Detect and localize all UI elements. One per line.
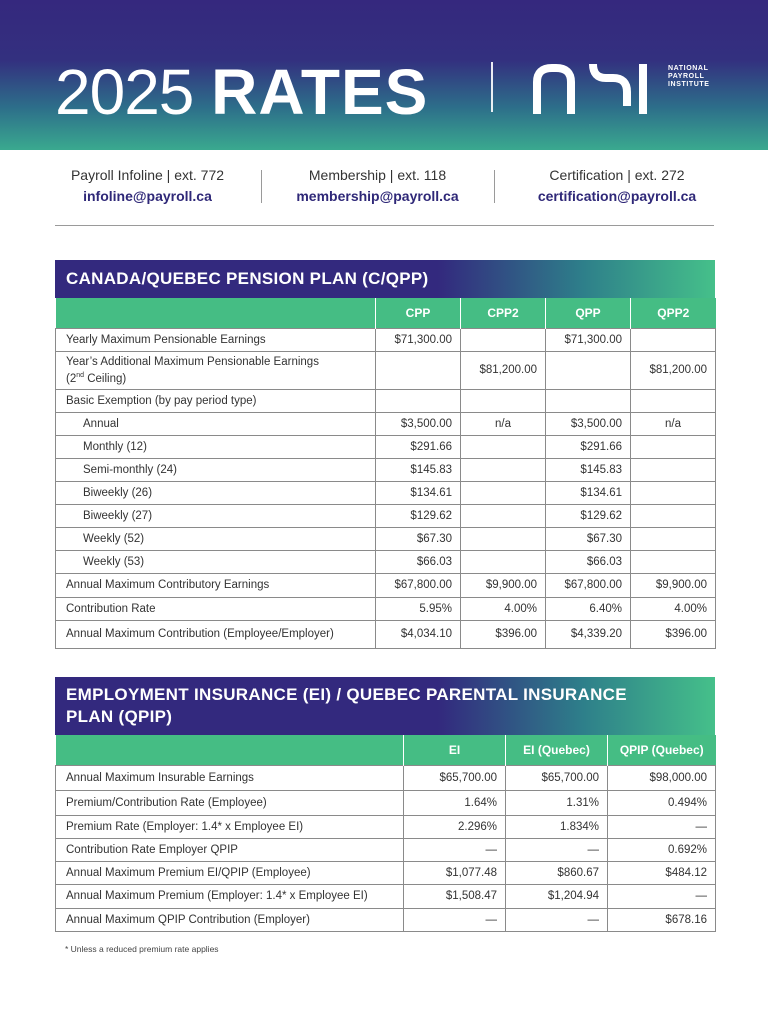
logo-text-line: NATIONAL xyxy=(668,65,709,72)
contact-divider xyxy=(261,170,262,203)
table-row xyxy=(56,765,716,790)
cell-value xyxy=(461,527,546,550)
contact-label: Membership | ext. 118 xyxy=(308,167,447,183)
cell-value: 5.95% xyxy=(376,597,461,620)
row-label: Biweekly (27) xyxy=(56,504,376,527)
row-label: Annual Maximum Insurable Earnings xyxy=(56,765,404,790)
contact-email-link[interactable]: membership@payroll.ca xyxy=(296,188,459,204)
column-header: QPIP (Quebec) xyxy=(608,735,716,765)
row-label-text: Ceiling) xyxy=(84,372,127,385)
contact-bar xyxy=(55,165,715,210)
cell-value xyxy=(631,435,716,458)
column-header: EI xyxy=(404,735,506,765)
cell-value xyxy=(631,458,716,481)
column-header: EI (Quebec) xyxy=(506,735,608,765)
row-label: Weekly (52) xyxy=(56,527,376,550)
cell-value: $3,500.00 xyxy=(376,412,461,435)
row-label-text: Year’s Additional Maximum Pensionable Earnings xyxy=(66,355,319,368)
table-row xyxy=(56,435,716,458)
cell-value: $9,900.00 xyxy=(631,573,716,597)
cell-value: 0.692% xyxy=(608,838,716,861)
cell-value: $291.66 xyxy=(376,435,461,458)
logo-text-line: PAYROLL xyxy=(668,73,705,80)
column-header: CPP2 xyxy=(461,298,546,328)
row-label: Annual Maximum Contributory Earnings xyxy=(56,573,376,597)
cell-value xyxy=(631,481,716,504)
cell-value: $145.83 xyxy=(376,458,461,481)
table-row xyxy=(56,504,716,527)
cell-value: — xyxy=(404,838,506,861)
ei-title-line: EMPLOYMENT INSURANCE (EI) / QUEBEC PARENTAL INSURANCE xyxy=(66,685,627,704)
cell-value: 1.834% xyxy=(506,815,608,838)
cell-value xyxy=(631,328,716,351)
cell-value: $678.16 xyxy=(608,908,716,931)
row-label: Annual Maximum Premium (Employer: 1.4* x Employee EI) xyxy=(56,884,404,908)
cell-value xyxy=(376,389,461,412)
ei-header-blank xyxy=(56,735,404,765)
table-row xyxy=(56,861,716,884)
column-header: CPP xyxy=(376,298,461,328)
ei-section xyxy=(55,677,715,932)
contact-certification xyxy=(517,165,717,207)
cell-value: $860.67 xyxy=(506,861,608,884)
horizontal-rule xyxy=(55,225,714,226)
cell-value: $67,800.00 xyxy=(376,573,461,597)
cpp-table xyxy=(55,298,716,649)
cell-value xyxy=(631,504,716,527)
table-row xyxy=(56,351,716,389)
cell-value: $145.83 xyxy=(546,458,631,481)
column-header: QPP xyxy=(546,298,631,328)
contact-membership xyxy=(280,165,475,207)
cpp-section xyxy=(55,260,715,649)
cell-value xyxy=(546,389,631,412)
cell-value: $4,034.10 xyxy=(376,620,461,648)
cell-value: $81,200.00 xyxy=(461,351,546,389)
cell-value: $291.66 xyxy=(546,435,631,458)
row-label: Yearly Maximum Pensionable Earnings xyxy=(56,328,376,351)
table-row xyxy=(56,573,716,597)
row-label: Premium Rate (Employer: 1.4* x Employee EI) xyxy=(56,815,404,838)
row-label: Contribution Rate xyxy=(56,597,376,620)
cell-value: $1,204.94 xyxy=(506,884,608,908)
row-label: Annual xyxy=(56,412,376,435)
cell-value xyxy=(461,550,546,573)
row-label: Biweekly (26) xyxy=(56,481,376,504)
cell-value: $1,508.47 xyxy=(404,884,506,908)
row-label: Basic Exemption (by pay period type) xyxy=(56,389,376,412)
cell-value: $67,800.00 xyxy=(546,573,631,597)
cell-value: n/a xyxy=(461,412,546,435)
row-label: Annual Maximum Premium EI/QPIP (Employee) xyxy=(56,861,404,884)
contact-divider xyxy=(494,170,495,203)
cell-value: $81,200.00 xyxy=(631,351,716,389)
cpp-header-blank xyxy=(56,298,376,328)
header-banner xyxy=(0,0,768,150)
cell-value: $66.03 xyxy=(376,550,461,573)
cell-value: 1.64% xyxy=(404,790,506,815)
cell-value: 0.494% xyxy=(608,790,716,815)
cell-value: $67.30 xyxy=(546,527,631,550)
cell-value: $65,700.00 xyxy=(506,765,608,790)
ei-title-line: PLAN (QPIP) xyxy=(66,707,173,726)
cell-value: — xyxy=(404,908,506,931)
title-word: RATES xyxy=(211,56,429,128)
cell-value xyxy=(461,481,546,504)
cell-value: $71,300.00 xyxy=(376,328,461,351)
cell-value: $98,000.00 xyxy=(608,765,716,790)
contact-label: Payroll Infoline | ext. 772 xyxy=(70,167,225,183)
cell-value xyxy=(631,389,716,412)
row-label-text: (2 xyxy=(66,372,77,385)
cell-value: 2.296% xyxy=(404,815,506,838)
row-label xyxy=(56,351,376,389)
cell-value: 1.31% xyxy=(506,790,608,815)
row-label: Semi-monthly (24) xyxy=(56,458,376,481)
ei-header-row xyxy=(56,735,716,765)
cell-value: $67.30 xyxy=(376,527,461,550)
cell-value: 4.00% xyxy=(461,597,546,620)
table-row xyxy=(56,458,716,481)
row-label: Monthly (12) xyxy=(56,435,376,458)
contact-email-link[interactable]: infoline@payroll.ca xyxy=(83,188,212,204)
title-year: 2025 xyxy=(55,56,194,128)
cell-value: — xyxy=(506,908,608,931)
cell-value: $396.00 xyxy=(631,620,716,648)
row-label: Annual Maximum QPIP Contribution (Employer) xyxy=(56,908,404,931)
cell-value: — xyxy=(608,884,716,908)
header-divider xyxy=(491,62,493,112)
cell-value: $129.62 xyxy=(376,504,461,527)
cell-value: n/a xyxy=(631,412,716,435)
cell-value: $65,700.00 xyxy=(404,765,506,790)
cell-value xyxy=(461,458,546,481)
cell-value: — xyxy=(608,815,716,838)
table-row xyxy=(56,550,716,573)
cell-value xyxy=(461,389,546,412)
cell-value: $4,339.20 xyxy=(546,620,631,648)
row-label: Annual Maximum Contribution (Employee/Employer) xyxy=(56,620,376,648)
table-row xyxy=(56,481,716,504)
cell-value: $1,077.48 xyxy=(404,861,506,884)
cell-value: $134.61 xyxy=(546,481,631,504)
table-row xyxy=(56,527,716,550)
table-row xyxy=(56,790,716,815)
cpp-section-title: CANADA/QUEBEC PENSION PLAN (C/QPP) xyxy=(55,260,715,298)
logo-text-line: INSTITUTE xyxy=(668,81,710,88)
cell-value xyxy=(631,550,716,573)
cell-value: $129.62 xyxy=(546,504,631,527)
table-row xyxy=(56,389,716,412)
cell-value: 4.00% xyxy=(631,597,716,620)
contact-infoline xyxy=(55,165,240,207)
footnote: * Unless a reduced premium rate applies xyxy=(65,944,219,954)
cell-value: $484.12 xyxy=(608,861,716,884)
cell-value: 6.40% xyxy=(546,597,631,620)
ei-section-title xyxy=(55,677,715,735)
cell-value xyxy=(546,351,631,389)
cell-value xyxy=(461,328,546,351)
table-row xyxy=(56,328,716,351)
row-label: Weekly (53) xyxy=(56,550,376,573)
row-label: Premium/Contribution Rate (Employee) xyxy=(56,790,404,815)
npi-logo-icon xyxy=(533,60,658,118)
cell-value: — xyxy=(506,838,608,861)
ei-table xyxy=(55,735,716,932)
table-row xyxy=(56,884,716,908)
cell-value: $134.61 xyxy=(376,481,461,504)
table-row xyxy=(56,620,716,648)
cell-value xyxy=(631,527,716,550)
page-title xyxy=(55,52,428,132)
cell-value xyxy=(376,351,461,389)
cell-value: $66.03 xyxy=(546,550,631,573)
table-row xyxy=(56,815,716,838)
cell-value xyxy=(461,435,546,458)
cell-value: $71,300.00 xyxy=(546,328,631,351)
table-row xyxy=(56,838,716,861)
table-row xyxy=(56,597,716,620)
cell-value xyxy=(461,504,546,527)
cell-value: $3,500.00 xyxy=(546,412,631,435)
logo-text xyxy=(668,65,738,89)
cell-value: $9,900.00 xyxy=(461,573,546,597)
row-label: Contribution Rate Employer QPIP xyxy=(56,838,404,861)
table-row xyxy=(56,908,716,931)
column-header: QPP2 xyxy=(631,298,716,328)
row-label-sup: nd xyxy=(76,371,85,379)
contact-label: Certification | ext. 272 xyxy=(549,167,685,183)
contact-email-link[interactable]: certification@payroll.ca xyxy=(537,188,697,204)
cpp-header-row xyxy=(56,298,716,328)
cell-value: $396.00 xyxy=(461,620,546,648)
table-row xyxy=(56,412,716,435)
